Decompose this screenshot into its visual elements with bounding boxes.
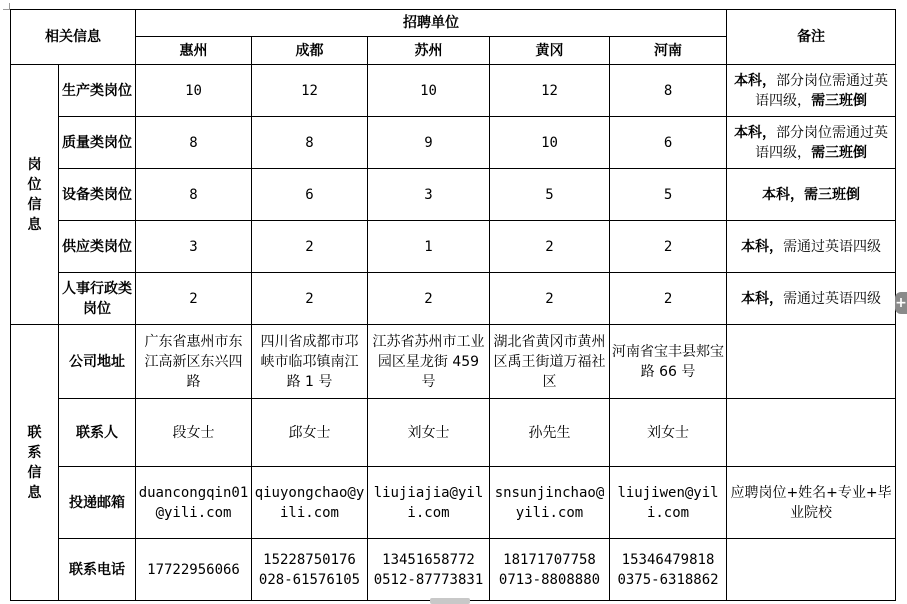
note-mid: 需通过英语四级: [783, 238, 882, 255]
position-count: 8: [252, 117, 368, 169]
company-address: 四川省成都市邛峡市临邛镇南江路 1 号: [252, 325, 368, 399]
table-row: [11, 169, 896, 221]
contact-phone: [610, 539, 727, 601]
phone-mobile: 15228750176: [263, 551, 356, 568]
contact-phone: [136, 539, 252, 601]
person-label: 联系人: [59, 399, 136, 467]
phone-landline: 028-61576105: [258, 571, 361, 588]
header-city-suzhou: 苏州: [368, 37, 490, 65]
header-city-henan: 河南: [610, 37, 727, 65]
company-address: 江苏省苏州市工业园区星龙街 459 号: [368, 325, 490, 399]
contact-person: 刘女士: [368, 399, 490, 467]
header-city-chengdu: 成都: [252, 37, 368, 65]
phone-label: 联系电话: [59, 539, 136, 601]
table-row: [11, 117, 896, 169]
note-mid: 需通过英语四级: [783, 290, 882, 307]
position-count: 1: [368, 221, 490, 273]
note-bold: 本科，: [734, 72, 777, 89]
phone-mobile: 17722956066: [147, 561, 240, 578]
contact-phone: [252, 539, 368, 601]
company-address: 广东省惠州市东江高新区东兴四路: [136, 325, 252, 399]
position-count: 9: [368, 117, 490, 169]
company-address: 湖北省黄冈市黄州区禹王街道万福社区: [490, 325, 610, 399]
position-count: 10: [368, 65, 490, 117]
add-column-handle[interactable]: +: [895, 292, 907, 314]
phone-mobile: 15346479818: [621, 551, 715, 568]
phone-landline: 0512-87773831: [373, 571, 484, 588]
position-count: 2: [252, 273, 368, 325]
position-note: [727, 117, 896, 169]
position-count: 3: [136, 221, 252, 273]
position-count: 6: [252, 169, 368, 221]
note-bold: 本科，需三班倒: [762, 186, 861, 203]
position-label: 质量类岗位: [59, 117, 136, 169]
resize-handle-bottom[interactable]: [430, 598, 470, 604]
note-end: 需三班倒: [811, 144, 868, 161]
position-count: 12: [252, 65, 368, 117]
phone-landline: 0713-8808880: [498, 571, 601, 588]
table-row: [11, 221, 896, 273]
table-row: [11, 399, 896, 467]
company-address: 河南省宝丰县郏宝路 66 号: [610, 325, 727, 399]
contact-person: 邱女士: [252, 399, 368, 467]
position-count: 10: [136, 65, 252, 117]
header-related-info: 相关信息: [11, 10, 136, 65]
note-bold: 本科，: [741, 238, 784, 255]
position-count: 2: [490, 273, 610, 325]
contact-email[interactable]: liujiajia@yili.com: [368, 467, 490, 539]
position-label: 人事行政类岗位: [59, 273, 136, 325]
contact-person: 孙先生: [490, 399, 610, 467]
recruitment-table: [10, 9, 896, 601]
position-count: 2: [368, 273, 490, 325]
position-count: 6: [610, 117, 727, 169]
position-count: 12: [490, 65, 610, 117]
position-label: 设备类岗位: [59, 169, 136, 221]
note-mid: 部分岗位需通过英语四级，: [755, 72, 889, 109]
page-corner-mark: [3, 3, 10, 10]
position-count: 8: [136, 117, 252, 169]
note-end: 需三班倒: [811, 92, 868, 109]
table-row: [11, 467, 896, 539]
email-note: 应聘岗位+姓名+专业+毕业院校: [727, 467, 896, 539]
contact-email[interactable]: snsunjinchao@yili.com: [490, 467, 610, 539]
address-label: 公司地址: [59, 325, 136, 399]
phone-mobile: 13451658772: [382, 551, 475, 568]
contact-email[interactable]: liujiwen@yili.com: [610, 467, 727, 539]
position-count: 2: [490, 221, 610, 273]
position-note: [727, 65, 896, 117]
address-note-empty: [727, 325, 896, 399]
position-count: 3: [368, 169, 490, 221]
table-row: [11, 325, 896, 399]
position-note: [727, 273, 896, 325]
position-count: 2: [610, 273, 727, 325]
contact-person: 段女士: [136, 399, 252, 467]
position-count: 5: [490, 169, 610, 221]
header-remarks: 备注: [727, 10, 896, 65]
position-count: 2: [136, 273, 252, 325]
position-count: 8: [136, 169, 252, 221]
position-note: [727, 221, 896, 273]
header-city-huizhou: 惠州: [136, 37, 252, 65]
contact-person: 刘女士: [610, 399, 727, 467]
contact-phone: [490, 539, 610, 601]
position-count: 8: [610, 65, 727, 117]
position-count: 2: [610, 221, 727, 273]
table-row: [11, 65, 896, 117]
header-recruiting-unit: 招聘单位: [136, 10, 727, 37]
phone-note-empty: [727, 539, 896, 601]
email-label: 投递邮箱: [59, 467, 136, 539]
contact-group-label: 联系信息: [11, 325, 59, 601]
position-note: [727, 169, 896, 221]
note-mid: 部分岗位需通过英语四级，: [755, 124, 889, 161]
contact-phone: [368, 539, 490, 601]
position-count: 10: [490, 117, 610, 169]
note-bold: 本科，: [734, 124, 777, 141]
position-label: 生产类岗位: [59, 65, 136, 117]
note-bold: 本科，: [741, 290, 784, 307]
position-label: 供应类岗位: [59, 221, 136, 273]
person-note-empty: [727, 399, 896, 467]
positions-group-label: 岗位信息: [11, 65, 59, 325]
position-count: 2: [252, 221, 368, 273]
phone-landline: 0375-6318862: [617, 571, 719, 588]
table-row: [11, 539, 896, 601]
phone-mobile: 18171707758: [503, 551, 596, 568]
header-city-huanggang: 黄冈: [490, 37, 610, 65]
contact-email[interactable]: duancongqin01@yili.com: [136, 467, 252, 539]
contact-email[interactable]: qiuyongchao@yili.com: [252, 467, 368, 539]
position-count: 5: [610, 169, 727, 221]
table-row: [11, 273, 896, 325]
